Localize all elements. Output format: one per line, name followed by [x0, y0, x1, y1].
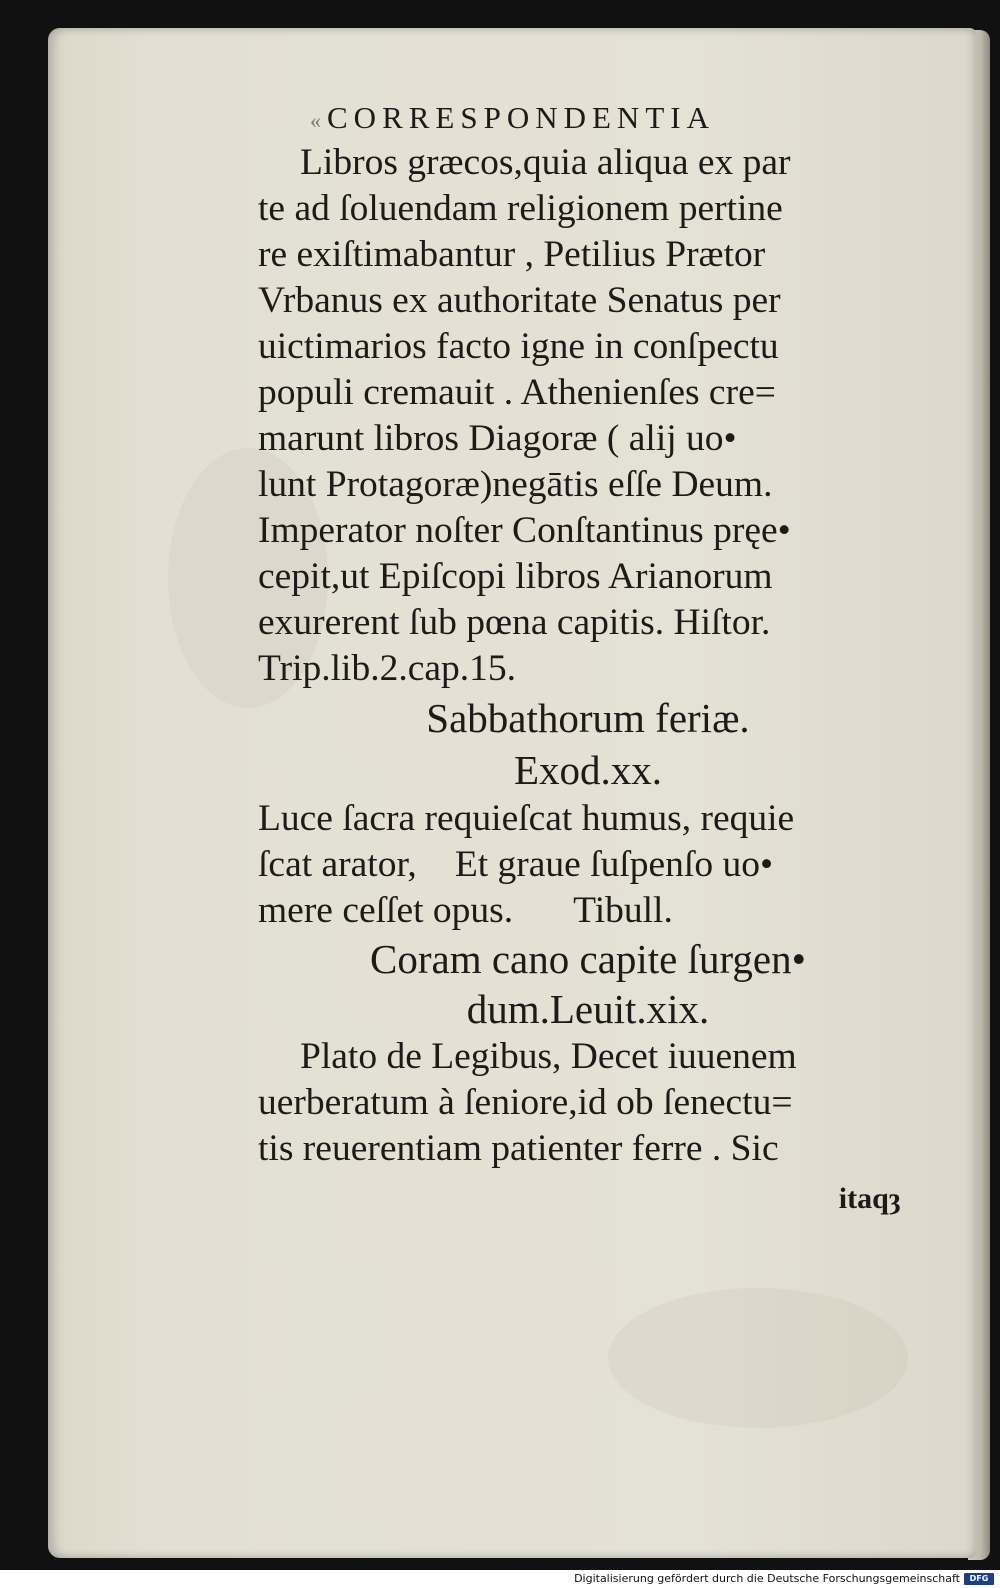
- dfg-logo: DFG: [964, 1573, 994, 1585]
- verse-line: ſcat arator, Et graue ſuſpenſo uo•: [258, 844, 774, 885]
- text-line: uerberatum à ſeniore,id ob ſenectu=: [258, 1082, 793, 1123]
- text-line: marunt libros Diagoræ ( alij uo•: [258, 418, 737, 459]
- text-line: re exiſtimabantur , Petilius Prætor: [258, 234, 766, 275]
- text-line: uictimarios facto igne in conſpectu: [258, 326, 779, 367]
- text-line: Trip.lib.2.cap.15.: [258, 648, 516, 689]
- text-line: Libros græcos,quia aliqua ex par: [300, 142, 791, 183]
- text-line: populi cremauit . Athenienſes cre=: [258, 372, 776, 413]
- text-line: cepit,ut Epiſcopi libros Arianorum: [258, 556, 773, 597]
- text-block: [258, 100, 908, 1216]
- text-line: te ad ſoluendam religionem pertine: [258, 188, 783, 229]
- digitization-footer: [0, 1570, 1000, 1588]
- text-line: exurerent ſub pœna capitis. Hiſtor.: [258, 602, 771, 643]
- paragraph: [258, 1034, 908, 1172]
- verse-quotation: [258, 796, 908, 934]
- verse-line: mere ceſſet opus. Tibull.: [258, 890, 673, 931]
- section-reference: dum.Leuit.xix.: [466, 986, 710, 1032]
- footer-text: Digitalisierung gefördert durch die Deutsche Forschungsgemeinschaft: [574, 1572, 960, 1585]
- text-line: lunt Protagoræ)negātis eſſe Deum.: [258, 464, 773, 505]
- section-reference: Exod.xx.: [513, 747, 663, 793]
- text-line: Imperator noſter Conſtantinus pręe•: [258, 510, 791, 551]
- paper-stain: [608, 1288, 908, 1428]
- text-line: Plato de Legibus, Decet iuuenem: [300, 1036, 797, 1077]
- text-line: tis reuerentiam patienter ferre . Sic: [258, 1128, 779, 1169]
- section-heading: Sabbathorum feriæ.: [426, 695, 750, 741]
- section-heading: Coram cano capite ſurgen•: [370, 936, 806, 982]
- verse-line: Luce ſacra requieſcat humus, requie: [258, 798, 795, 839]
- ornament-mark: «: [310, 108, 321, 133]
- paragraph: [258, 140, 908, 692]
- running-head: « CORRESPONDENTIA: [310, 100, 715, 135]
- catchword: itaqȝ: [838, 1182, 900, 1215]
- text-line: Vrbanus ex authoritate Senatus per: [258, 280, 781, 321]
